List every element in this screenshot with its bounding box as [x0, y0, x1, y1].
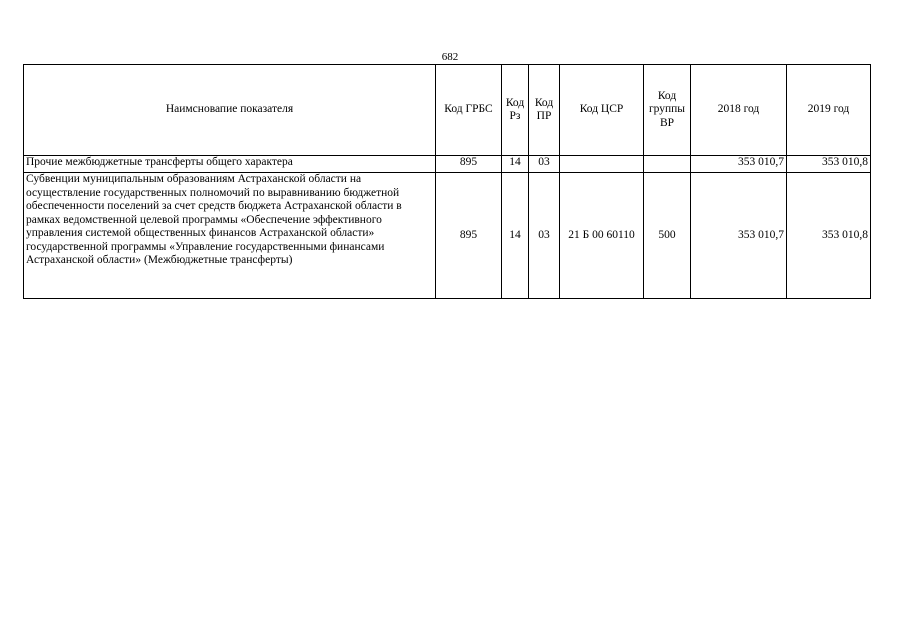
cell-pr: 03	[529, 173, 560, 299]
cell-csr	[560, 156, 644, 173]
cell-vr: 500	[644, 173, 691, 299]
header-grbs: Код ГРБС	[436, 65, 502, 156]
cell-vr	[644, 156, 691, 173]
cell-grbs: 895	[436, 173, 502, 299]
cell-2018: 353 010,7	[691, 173, 787, 299]
header-row	[24, 65, 871, 156]
table-row	[24, 156, 871, 173]
header-rz: Код Рз	[502, 65, 529, 156]
cell-csr: 21 Б 00 60110	[560, 173, 644, 299]
cell-name: Субвенции муниципальным образованиям Астраханской области на осуществление государственных полномочий по выравниванию бюджетной обеспеченности поселений за счет средств бюджета Астраханской области в рамках ведомственной целевой программы «Обеспечение эффективного управления системой общественных финансов Астраханской области» государственной программы «Управление государственными финансами Астраханской области» (Межбюджетные трансферты)	[24, 173, 436, 299]
header-csr: Код ЦСР	[560, 65, 644, 156]
table-row	[24, 173, 871, 299]
cell-rz: 14	[502, 156, 529, 173]
header-name: Наимсновапие показателя	[24, 65, 436, 156]
cell-2018: 353 010,7	[691, 156, 787, 173]
header-pr: Код ПР	[529, 65, 560, 156]
cell-rz: 14	[502, 173, 529, 299]
cell-2019: 353 010,8	[787, 173, 871, 299]
cell-name: Прочие межбюджетные трансферты общего характера	[24, 156, 436, 173]
cell-grbs: 895	[436, 156, 502, 173]
budget-table	[23, 64, 871, 299]
header-vr: Код группы ВР	[644, 65, 691, 156]
page-number: 682	[441, 51, 459, 63]
header-2018: 2018 год	[691, 65, 787, 156]
header-2019: 2019 год	[787, 65, 871, 156]
cell-pr: 03	[529, 156, 560, 173]
cell-2019: 353 010,8	[787, 156, 871, 173]
